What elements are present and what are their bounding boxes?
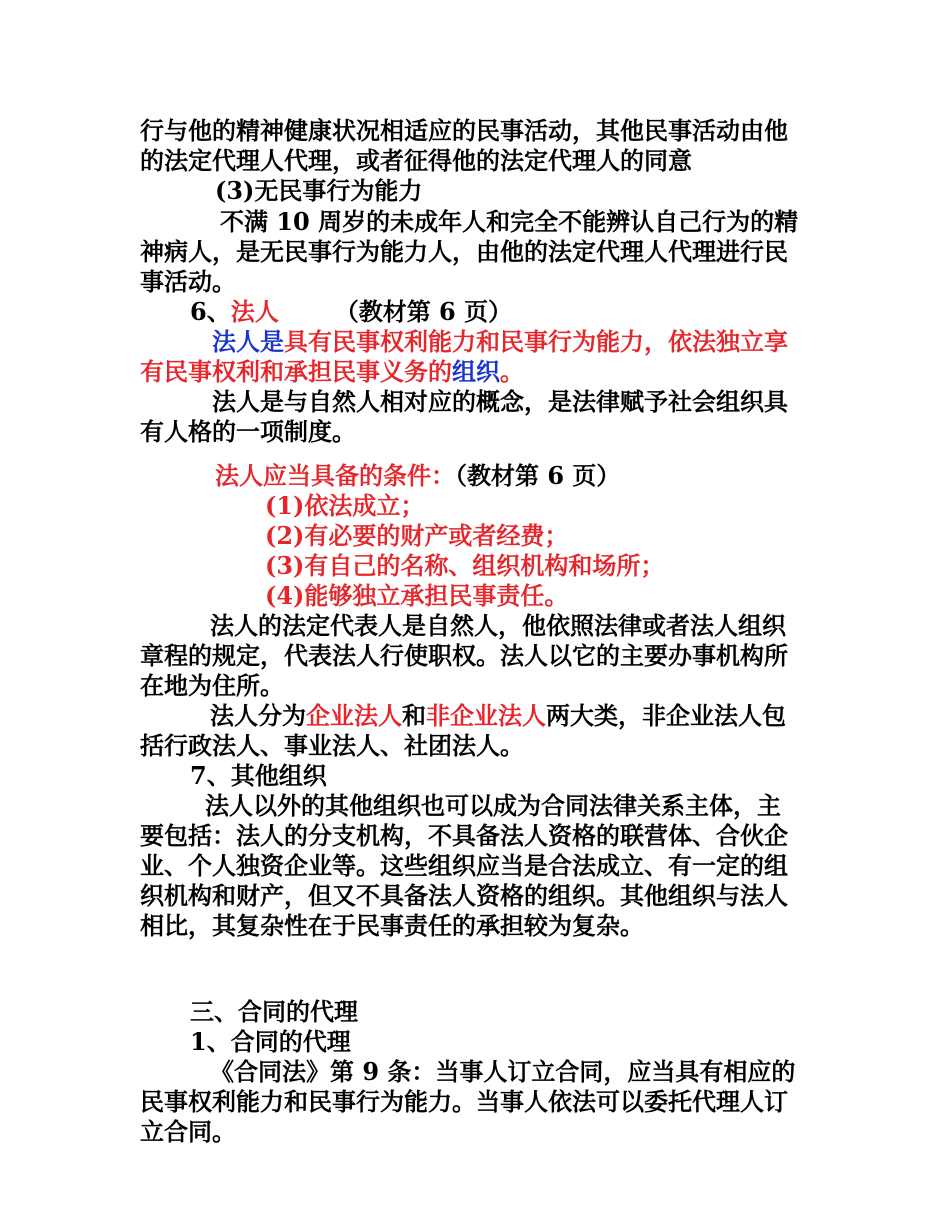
text-line: 法人以外的其他组织也可以成为合同法律关系主体，主 — [205, 791, 781, 820]
text-line: 相比，其复杂性在于民事责任的承担较为复杂。 — [140, 911, 644, 940]
text-run: 法人分为 — [210, 701, 306, 730]
text-line: 章程的规定，代表法人行使职权。法人以它的主要办事机构所 — [140, 641, 788, 670]
section-heading-6 — [190, 296, 512, 327]
part-heading: 三、合同的代理 — [190, 997, 358, 1026]
text-line: 神病人，是无民事行为能力人，由他的法定代理人代理进行民 — [140, 237, 788, 266]
text-line: 民事权利能力和民事行为能力。当事人依法可以委托代理人订 — [140, 1087, 788, 1116]
condition-item: (2)有必要的财产或者经费； — [265, 521, 569, 550]
text-line: 要包括：法人的分支机构，不具备法人资格的联营体、合伙企 — [140, 821, 788, 850]
text-line: 不满 10 周岁的未成年人和完全不能辨认自己行为的精 — [220, 207, 799, 236]
section-title: 法人 — [230, 297, 279, 326]
condition-item: (3)有自己的名称、组织机构和场所； — [265, 551, 665, 580]
subheading: (3)无民事行为能力 — [215, 176, 423, 205]
enterprise-legal-person: 企业法人 — [306, 701, 402, 730]
text-line: 行与他的精神健康状况相适应的民事活动，其他民事活动由他 — [140, 116, 788, 145]
section-number: 6、 — [190, 297, 231, 326]
text-line: 《合同法》第 9 条：当事人订立合同，应当具有相应的 — [210, 1057, 796, 1086]
text-run: 两大类，非企业法人包 — [546, 701, 786, 730]
section-heading: 1、合同的代理 — [190, 1027, 351, 1056]
definition-line — [212, 326, 788, 357]
text-line: 业、个人独资企业等。这些组织应当是合法成立、有一定的组 — [140, 851, 788, 880]
definition-text: 具有民事权利能力和民事行为能力，依法独立享 — [284, 327, 788, 356]
non-enterprise-legal-person: 非企业法人 — [426, 701, 546, 730]
definition-text: 有民事权利和承担民事义务的 — [140, 357, 452, 386]
text-line: 有人格的一项制度。 — [140, 417, 356, 446]
conditions-title: 法人应当具备的条件： — [215, 461, 455, 490]
definition-line — [140, 356, 524, 387]
textbook-reference: （教材第 6 页） — [334, 297, 513, 326]
conditions-heading — [215, 460, 620, 491]
text-line: 织机构和财产，但又不具备法人资格的组织。其他组织与法人 — [140, 881, 788, 910]
section-heading-7: 7、其他组织 — [190, 761, 327, 790]
text-line: 括行政法人、事业法人、社团法人。 — [140, 731, 524, 760]
text-run: 和 — [402, 701, 426, 730]
definition-term: 法人是 — [212, 327, 284, 356]
classification-line — [210, 700, 786, 731]
text-line: 立合同。 — [140, 1117, 236, 1146]
text-line: 事活动。 — [140, 267, 236, 296]
definition-end: 。 — [500, 357, 524, 386]
text-line: 法人的法定代表人是自然人，他依照法律或者法人组织 — [210, 611, 786, 640]
condition-item: (4)能够独立承担民事责任。 — [265, 581, 569, 610]
text-line: 的法定代理人代理，或者征得他的法定代理人的同意 — [140, 146, 692, 175]
definition-keyword: 组织 — [452, 357, 500, 386]
condition-item: (1)依法成立； — [265, 491, 425, 520]
textbook-reference: （教材第 6 页） — [455, 461, 621, 490]
text-line: 在地为住所。 — [140, 671, 284, 700]
text-line: 法人是与自然人相对应的概念，是法律赋予社会组织具 — [212, 387, 788, 416]
